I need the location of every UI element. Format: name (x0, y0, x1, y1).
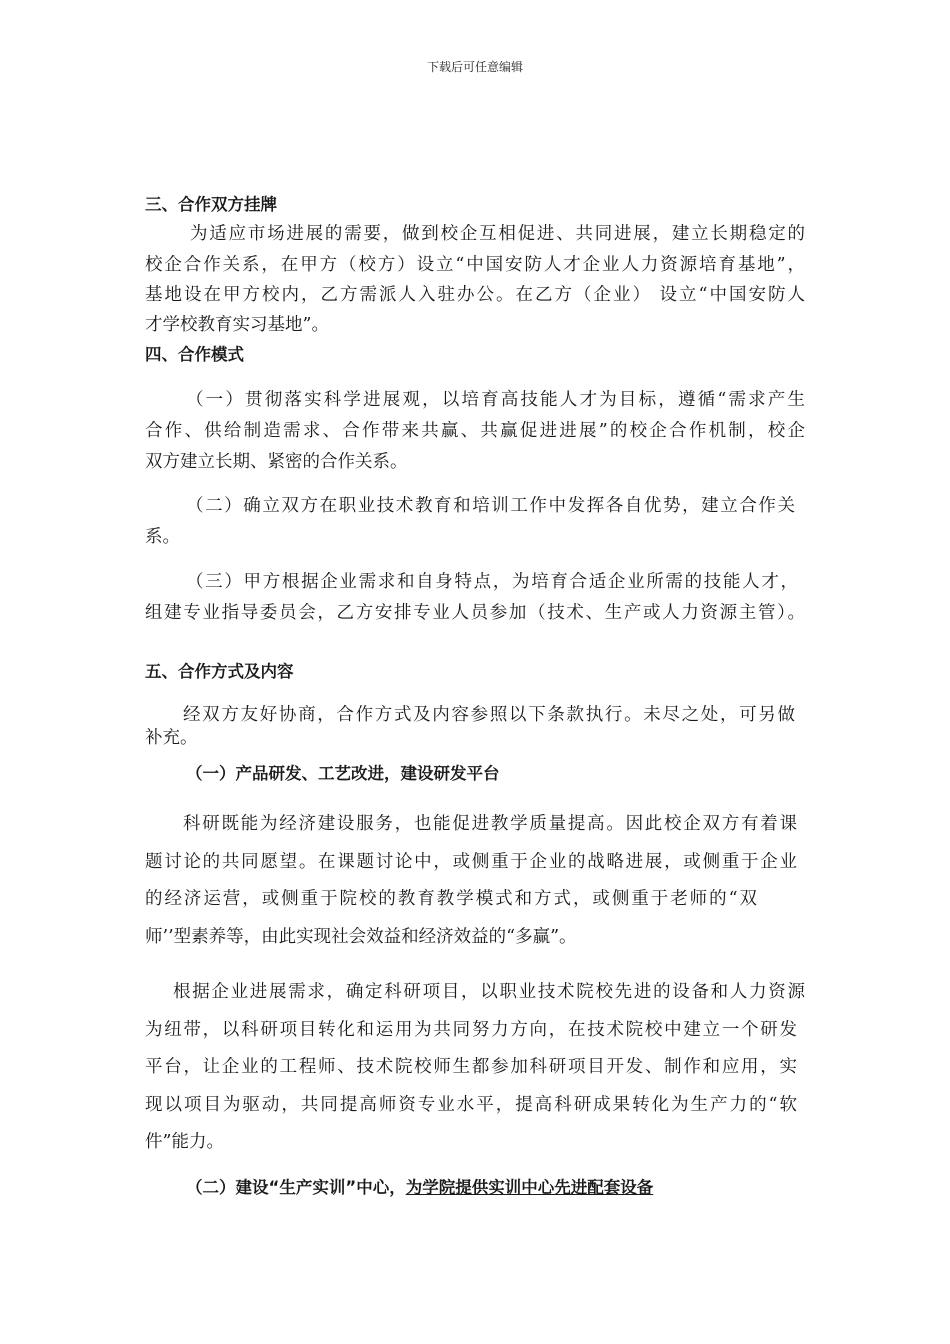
paragraph-line: 科研既能为经济建设服务，也能促进教学质量提高。因此校企双方有着课 (183, 814, 797, 834)
paragraph-line: 合作、供给制造需求、合作带来共赢、共赢促进进展”的校企合作机制，校企 (145, 421, 805, 441)
paragraph-line: 的经济运营，或侧重于院校的教育教学模式和方式，或侧重于老师的“双 (145, 889, 757, 909)
paragraph-line: 系。 (145, 527, 180, 547)
section-heading-4: 四、合作模式 (145, 345, 244, 364)
paragraph-line: 补充。 (145, 728, 198, 748)
section-heading-5: 五、合作方式及内容 (145, 662, 294, 681)
paragraph-line: 校企合作关系，在甲方（校方）设立“中国安防人才企业人力资源培育基地”， (145, 255, 805, 275)
paragraph-line: 为适应市场进展的需要，做到校企互相促进、共同进展，建立长期稳定的 (190, 224, 805, 244)
paragraph-line: 组建专业指导委员会，乙方安排专业人员参加（技术、生产或人力资源主管）。 (145, 603, 805, 623)
paragraph-line: 双方建立长期、紧密的合作关系。 (145, 452, 408, 472)
subsection-heading-2 (186, 1180, 653, 1197)
subsection-heading-1: （一）产品研发、工艺改进，建设研发平台 (186, 764, 500, 783)
paragraph-line: 根据企业进展需求，确定科研项目，以职业技术院校先进的设备和人力资源 (173, 982, 805, 1002)
page-header: 下载后可任意编辑 (426, 60, 523, 74)
paragraph-line: 平台，让企业的工程师、技术院校师生都参加科研项目开发、制作和应用，实 (145, 1057, 797, 1077)
paragraph-line: （一）贯彻落实科学进展观，以培育高技能人才为目标，遵循“需求产生 (186, 390, 805, 410)
paragraph-line: 基地设在甲方校内，乙方需派人入驻办公。在乙方（企业） 设立“中国安防人 (145, 285, 805, 305)
paragraph-line: 件”能力。 (145, 1132, 224, 1152)
paragraph-line: 现以项目为驱动，共同提高师资专业水平，提高科研成果转化为生产力的“软 (145, 1095, 797, 1115)
subsection-heading-2-underlined: 为学院提供实训中心先进配套设备 (405, 1178, 654, 1197)
paragraph-line: （三）甲方根据企业需求和自身特点，为培育合适企业所需的技能人才， (186, 572, 798, 592)
paragraph-line: 才学校教育实习基地”。 (145, 315, 329, 335)
section-heading-3: 三、合作双方挂牌 (145, 195, 277, 214)
paragraph-line: 题讨论的共同愿望。在课题讨论中，或侧重于企业的战略进展，或侧重于企业 (145, 852, 797, 872)
paragraph-line: 为纽带，以科研项目转化和运用为共同努力方向，在技术院校中建立一个研发 (145, 1020, 797, 1040)
paragraph-line: 师’’型素养等，由此实现社会效益和经济效益的“多赢”。 (145, 927, 577, 947)
paragraph-line: 经双方友好协商，合作方式及内容参照以下条款执行。未尽之处，可另做 (183, 705, 795, 725)
paragraph-line: （二）确立双方在职业技术教育和培训工作中发挥各自优势，建立合作关 (186, 496, 795, 516)
subsection-heading-2-part1: （二）建设“生产实训”中心， (186, 1178, 406, 1197)
